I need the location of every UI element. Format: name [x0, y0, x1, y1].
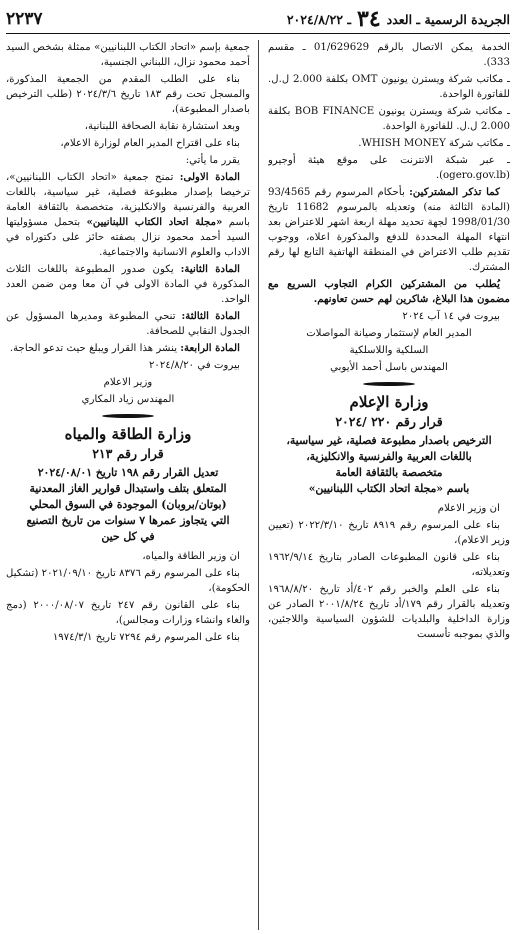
subject-line: الترخيص باصدار مطبوعة فصلية، غير سياسية، — [286, 434, 492, 447]
body-text: بأحكام المرسوم رقم 93/4565 (المادة الثالثة منه) وتعديله بالمرسوم 11682 تاريخ 1998/01/30 لجهة تحديد مهلة اربعة اشهر للاعتراض بعد انتهاء المهلة المحددة للدفع والمذكورة اعلاه، ووجوب تقديم طلب الاعتراض في المنطقة الهاتفية التابع لها رقم المشترك. — [268, 187, 510, 273]
signatory-title: وزير الاعلام — [103, 377, 153, 388]
paragraph: ـ عبر شبكة الانترنت على موقع هيئة أوجيرو (ogero.gov.lb). — [268, 155, 510, 181]
subject-line: المتعلق بتلف واستبدال قوارير الغاز المعدنية — [29, 482, 227, 495]
signatory-title: السلكية واللاسلكية — [349, 345, 429, 356]
subject-line: تعديل القرار رقم ١٩٨ تاريخ ٢٠٢٤/٠٨/٠١ — [37, 466, 219, 479]
subject-line: التي يتجاوز عمرها ٧ سنوات من تاريخ التصنيع — [26, 514, 230, 527]
notice-request: يُطلب من المشتركين الكرام التجاوب السريع مع مضمون هذا البلاغ، شاكرين لهم حسن تعاونهم. — [268, 278, 510, 305]
article-label: المادة الرابعة: — [180, 342, 240, 354]
page-number: ٢٢٣٧ — [6, 9, 43, 29]
ministry-heading: وزارة الإعلام — [349, 393, 429, 411]
subject-line: باللغات العربية والفرنسية والانكليزية، — [306, 450, 472, 463]
decision-subject — [6, 465, 250, 545]
signatory-name: المهندس باسل أحمد الأيوبي — [330, 362, 448, 373]
sign-place-date: بيروت في ١٤ آب ٢٠٢٤ — [402, 311, 500, 322]
article-label: المادة الاولى: — [179, 171, 241, 183]
article-label: المادة الثالثة: — [181, 310, 240, 322]
article-body: بتحمل مسؤوليتها السيد أحمد محمود نزال بصفته حائز على دكتوراه في الاداب والعلوم الانسانية والاجتماعية. — [6, 217, 250, 258]
section-divider — [268, 379, 510, 389]
paragraph: وبعد استشارة نقابة الصحافة اللبنانية، — [84, 121, 240, 132]
paragraph: ـ مكاتب شركة ويسترن يونيون BOB FINANCE بكلفة 2.000 ل.ل. للفاتورة الواحدة. — [268, 106, 510, 132]
title-prefix: الجريدة الرسمية ـ العدد — [386, 11, 510, 27]
article — [6, 341, 250, 356]
paragraph: يقرر ما يأتي: — [185, 155, 240, 166]
article-body: يكون صدور المطبوعة باللغات الثلاث المذكورة في المادة الاولى في آن معا ومن ضمن العدد الواحد. — [6, 264, 250, 305]
paragraph: ـ مكاتب شركة ويسترن يونيون OMT بكلفة 2.000 ل.ل. للفاتورة الواحدة. — [268, 74, 510, 100]
paragraph: بناء على العلم والخبر رقم ٤٠٢/أد تاريخ ١٩٦٨/٨/٢٠ وتعديله بالقرار رقم ١٧٩/أد تاريخ ٢٠٠١/٨/٢٤ الصادر عن وزارة الداخلية والبلديات للشؤون السياسية واللاجئين، والذي بموجبه تأسست — [268, 584, 510, 640]
paragraph: بناء على المرسوم رقم ٨٩١٩ تاريخ ٢٠٢٢/٣/١٠ (تعيين وزير الاعلام)، — [268, 520, 510, 546]
header-rule — [6, 33, 510, 34]
ministry-heading: وزارة الطاقة والمياه — [64, 425, 192, 443]
paragraph: ان وزير الطاقة والمياه، — [142, 551, 240, 562]
paragraph: بناء على القانون رقم ٢٤٧ تاريخ ٢٠٠٠/٠٨/٠٧ (دمج والغاء وانشاء وزارات ومجالس)، — [6, 600, 250, 626]
article-body: ينشر هذا القرار ويبلغ حيث تدعو الحاجة. — [9, 343, 181, 354]
right-column — [268, 40, 510, 930]
paragraph: بناء على المرسوم رقم ٨٣٧٦ تاريخ ٢٠٢١/٠٩/١٠ (تشكيل الحكومة)، — [6, 568, 250, 594]
lead-text: كما تذكر المشتركين: — [409, 186, 500, 198]
left-column — [6, 40, 250, 930]
issue-number: ٣٤ — [357, 6, 381, 32]
paragraph: بناء على قانون المطبوعات الصادر بتاريخ ١٩٦٢/٩/١٤ وتعديلاته، — [268, 552, 510, 578]
article — [6, 262, 250, 307]
decision-number: قرار رقم ٢١٣ — [92, 446, 164, 461]
publication-name: «مجلة اتحاد الكتاب اللبنانيين» — [86, 216, 223, 228]
paragraph: ان وزير الاعلام — [437, 503, 500, 514]
signatory-title: المدير العام لإستثمار وصيانة المواصلات — [306, 328, 472, 339]
subject-line: (بوتان/بروبان) الموجودة في السوق المحلي — [29, 498, 227, 511]
gazette-title — [287, 6, 510, 32]
subject-line: متخصصة بالثقافة العامة — [335, 466, 443, 479]
issue-date: ـ ٢٠٢٤/٨/٢٢ — [286, 11, 351, 27]
column-separator — [258, 40, 259, 930]
page-header — [6, 6, 510, 32]
decision-number: قرار رقم ٢٢٠ /٢٠٢٤ — [335, 414, 443, 429]
paragraph: بناء على اقتراح المدير العام لوزارة الاعلام، — [60, 138, 240, 149]
article-body: تمنح جمعية «اتحاد الكتاب اللبنانيين»، ترخيصا بإصدار مطبوعة فصلية، غير سياسية، باللغات العربية والفرنسية والانكليزية، متخصصة بالثقافة العامة باسم — [6, 172, 250, 228]
paragraph: جمعية بإسم «اتحاد الكتاب اللبنانيين» ممثلة بشخص السيد أحمد محمود نزال، اللبناني الجنسية، — [6, 42, 250, 68]
subject-line: في كل حين — [101, 530, 155, 543]
paragraph: الخدمة يمكن الاتصال بالرقم 01/629629 ـ مقسم 333). — [268, 42, 510, 68]
subject-line: باسم «مجلة اتحاد الكتاب اللبنانيين» — [308, 482, 470, 495]
section-divider — [6, 411, 250, 421]
signatory-name: المهندس زياد المكاري — [81, 394, 175, 405]
paragraph: ـ مكاتب شركة WHISH MONEY. — [358, 138, 510, 149]
paragraph: بناء على المرسوم رقم ٧٢٩٤ تاريخ ١٩٧٤/٣/١ — [52, 632, 240, 643]
article-body: تنحي المطبوعة ومديرها المسؤول عن الجدول النقابي للصحافة. — [6, 311, 250, 337]
paragraph — [268, 185, 510, 275]
decision-subject — [268, 433, 510, 497]
article-label: المادة الثانية: — [180, 263, 240, 275]
article — [6, 170, 250, 260]
sign-place-date: بيروت في ٢٠٢٤/٨/٢٠ — [148, 360, 240, 371]
paragraph: بناء على الطلب المقدم من الجمعية المذكورة، والمسجل تحت رقم ١٨٣ تاريخ ٢٠٢٤/٣/٦ (طلب الترخيص باصدار المطبوعة)، — [6, 74, 250, 115]
article — [6, 309, 250, 339]
